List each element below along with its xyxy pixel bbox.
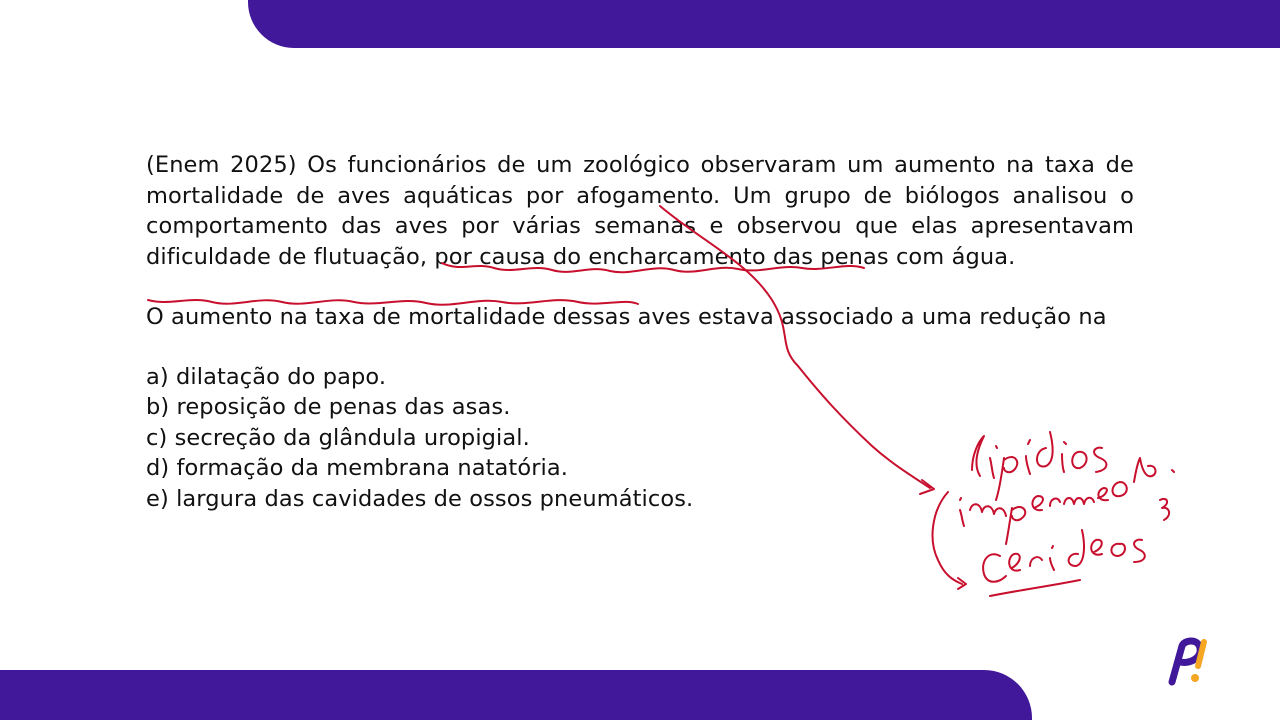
option-c[interactable]: c) secreção da glândula uropigial.: [146, 424, 530, 451]
option-d[interactable]: d) formação da membrana natatória.: [146, 455, 569, 481]
header-band: [248, 0, 1280, 48]
option-e[interactable]: e) largura das cavidades de ossos pneumáticos.: [146, 485, 694, 512]
footer-band: [0, 670, 1032, 720]
handwriting-cerideos: [983, 530, 1145, 596]
option-b[interactable]: b) reposição de penas das asas.: [146, 394, 511, 420]
question-block: [146, 150, 1134, 514]
question-statement: (Enem 2025) Os funcionários de um zoológico observaram um aumento na taxa de mortalidade de aves aquáticas por afogamento. Um grupo de biólogos analisou o comportamento das aves por várias semanas e observou que elas apresentavam dificuldade de flutuação, por causa do encharcamento das penas com água.: [146, 152, 1134, 270]
question-prompt: O aumento na taxa de mortalidade dessas aves estava associado a uma redução na: [146, 304, 1107, 330]
option-a[interactable]: a) dilatação do papo.: [146, 363, 387, 390]
answer-options: [146, 362, 1134, 515]
handwriting-e: [1160, 499, 1169, 520]
brand-logo-icon: [1158, 632, 1218, 692]
